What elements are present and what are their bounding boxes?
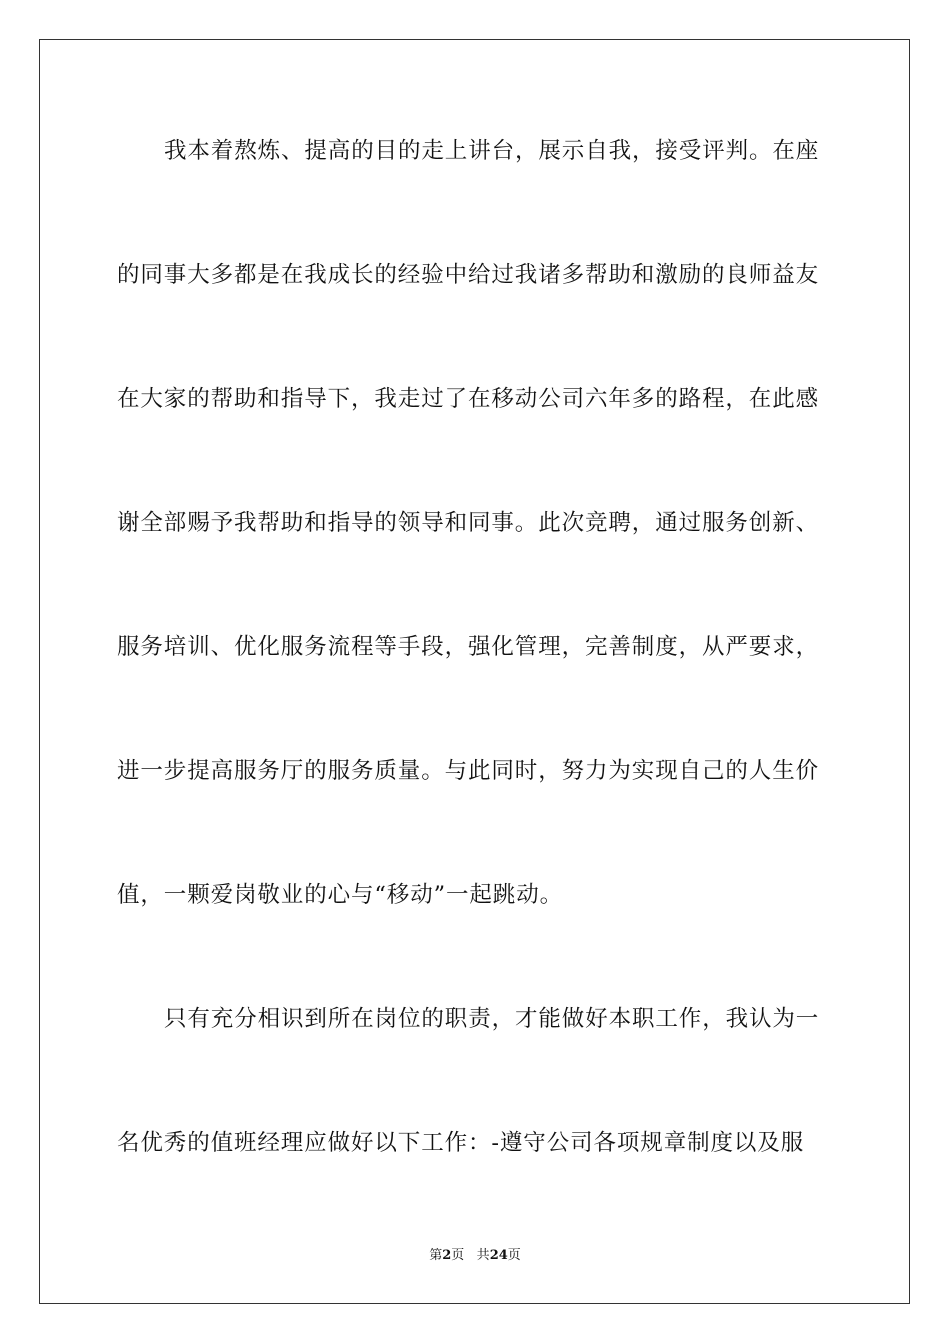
paragraph-line: 进一步提高服务厅的服务质量。与此同时，努力为实现自己的人生价 — [117, 758, 820, 784]
page-border — [39, 39, 910, 1304]
total-pages: 24 — [489, 1248, 508, 1263]
total-label-suffix: 页 — [507, 1248, 521, 1263]
paragraph-line: 值，一颗爱岗敬业的心与“移动”一起跳动。 — [117, 882, 564, 908]
paragraph-line: 在大家的帮助和指导下，我走过了在移动公司六年多的路程，在此感 — [117, 386, 820, 412]
paragraph-line: 只有充分相识到所在岗位的职责，才能做好本职工作，我认为一 — [164, 1006, 820, 1032]
paragraph-line: 的同事大多都是在我成长的经验中给过我诸多帮助和激励的良师益友 — [117, 262, 820, 288]
paragraph-line: 谢全部赐予我帮助和指导的领导和同事。此次竞聘，通过服务创新、 — [117, 510, 820, 536]
page-label-prefix: 第 — [429, 1248, 443, 1263]
paragraph-line: 我本着熬炼、提高的目的走上讲台，展示自我，接受评判。在座 — [164, 138, 820, 164]
total-label-prefix: 共 — [476, 1248, 490, 1263]
page-footer — [0, 1247, 950, 1265]
page-label-suffix: 页 — [451, 1248, 465, 1263]
paragraph-line: 名优秀的值班经理应做好以下工作：-遵守公司各项规章制度以及服 — [117, 1130, 805, 1156]
page-number: 2 — [442, 1248, 452, 1263]
paragraph-line: 服务培训、优化服务流程等手段，强化管理，完善制度，从严要求， — [117, 634, 820, 660]
